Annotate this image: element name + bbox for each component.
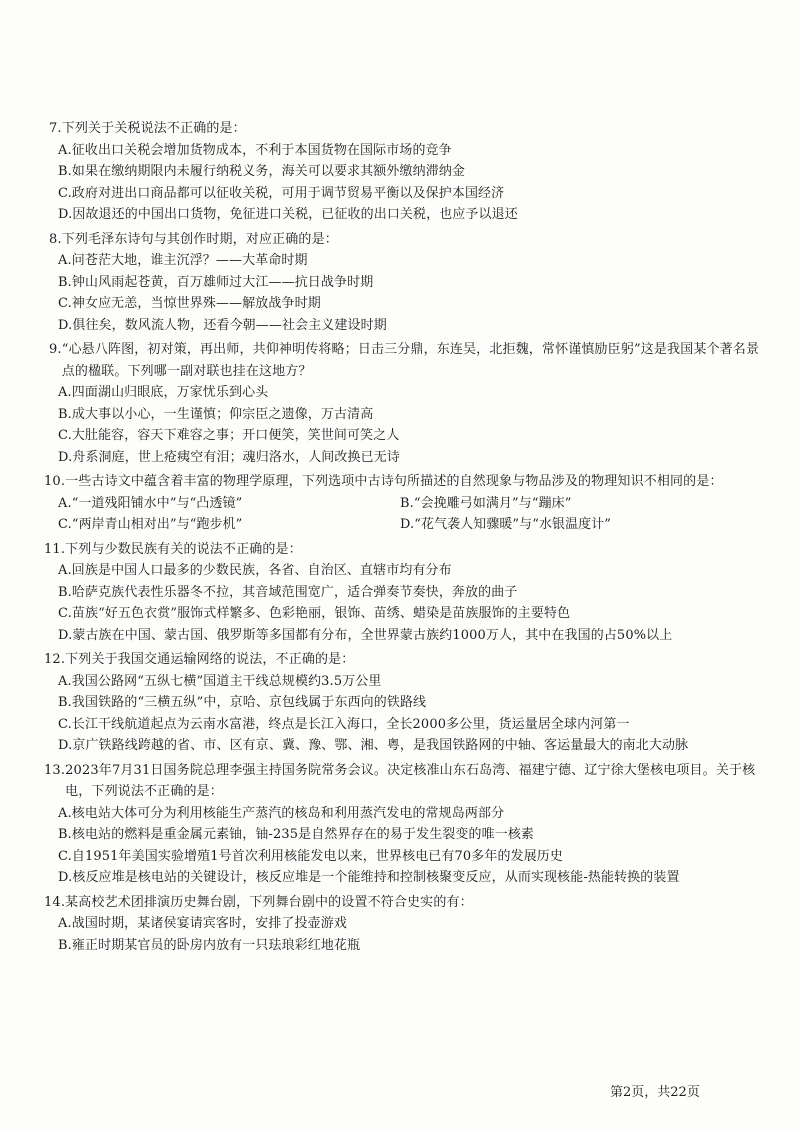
option-d: D.舟系洞庭，世上疮痍空有泪；魂归洛水，人间改换已无诗 [58,449,400,465]
question-text: 下列与少数民族有关的说法不正确的是： [65,541,302,557]
question-7 [44,118,760,226]
option-d: D.京广铁路线跨越的省、市、区有京、冀、豫、鄂、湘、粤，是我国铁路网的中轴、客运量最大的南北大动脉 [58,738,689,753]
option-c: C.政府对进出口商品都可以征收关税，可用于调节贸易平衡以及保护本国经济 [58,185,505,201]
question-text: 下列毛泽东诗句与其创作时期，对应正确的是： [61,231,338,247]
question-text: 下列关于我国交通运输网络的说法，不正确的是： [65,652,355,667]
option-d: D.“花气袭人知骤暖”与“水银温度计” [400,517,612,532]
question-stem [44,892,760,914]
option-a: A.战国时期，某诸侯宴请宾客时，安排了投壶游戏 [58,916,347,931]
option-b: B.哈萨克族代表性乐器冬不拉，其音域范围宽广，适合弹奏节奏快，奔放的曲子 [58,584,518,600]
option-c: C.“两岸青山相对出”与“跑步机” [58,517,243,532]
option-list [44,250,760,336]
question-text: 下列关于关税说法不正确的是： [61,121,246,136]
question-number: 14. [44,894,66,910]
option-d: D.俱往矣，数风流人物，还看今朝——社会主义建设时期 [58,317,387,333]
option-a: A.问苍茫大地，谁主沉浮？——大革命时期 [58,253,308,268]
question-stem [44,229,760,251]
option-row [58,493,760,515]
option-b: B.钟山风雨起苍黄，百万雄师过大江——抗日战争时期 [58,274,374,290]
option-list [44,671,760,757]
option-c: C.自1951年美国实验增殖1号首次利用核能发电以来，世界核电已有70多年的发展历史 [58,848,564,864]
question-list [44,118,760,959]
option-b: B.如果在缴纳期限内未履行纳税义务，海关可以要求其额外缴纳滞纳金 [58,164,466,179]
question-14 [44,892,760,957]
question-12 [44,649,760,757]
question-stem [44,118,760,140]
option-b: B.我国铁路的“三横五纵”中，京哈、京包线属于东西向的铁路线 [58,695,427,710]
question-9 [44,339,760,468]
question-text: “心悬八阵图，初对策，再出师，共仰神明传将略；日击三分鼎，东连吴，北拒魏，常怀谨慎励臣躬”这是我国某个著名景点的楹联。下列哪一副对联也挂在这地方？ [61,342,760,379]
option-d: D.因故退还的中国出口货物，免征进口关税，已征收的出口关税，也应予以退还 [58,207,518,222]
question-10 [44,471,760,536]
option-b: B.“会挽雕弓如满月”与“蹦床” [400,495,572,511]
option-a: A.“一道残阳铺水中”与“凸透镜” [58,495,243,511]
question-stem [44,649,760,671]
question-number: 8. [49,231,62,247]
option-b: B.雍正时期某官员的卧房内放有一只珐琅彩红地花瓶 [58,937,361,953]
question-text: 一些古诗文中蕴含着丰富的物理学原理，下列选项中古诗句所描述的自然现象与物品涉及的物理知识不相同的是： [65,474,723,489]
question-stem [44,339,760,382]
option-list [44,493,760,536]
option-b: B.核电站的燃料是重金属元素铀，铀-235是自然界存在的易于发生裂变的唯一核素 [58,827,535,842]
option-list [44,382,760,468]
option-list [44,560,760,646]
question-number: 12. [44,652,66,667]
option-list [44,803,760,889]
option-c: C.大肚能容，容天下难容之事；开口便笑，笑世间可笑之人 [58,428,400,443]
question-13 [44,760,760,889]
option-d: D.蒙古族在中国、蒙古国、俄罗斯等多国都有分布，全世界蒙古族约1000万人，其中在我国的占50%以上 [58,627,673,643]
page-number: 第2页，共22页 [610,1085,700,1100]
question-text: 某高校艺术团排演历史舞台剧，下列舞台剧中的设置不符合史实的有： [65,894,473,910]
question-number: 10. [44,474,66,489]
option-c: C.神女应无恙，当惊世界殊——解放战争时期 [58,296,321,311]
option-row [58,514,760,536]
question-11 [44,539,760,647]
question-number: 13. [44,762,66,778]
option-a: A.我国公路网“五纵七横”国道主干线总规模约3.5万公里 [58,673,382,689]
option-c: C.长江干线航道起点为云南水富港，终点是长江入海口，全长2000多公里，货运量居全球内河第一 [58,716,630,732]
question-stem [44,760,760,803]
question-number: 7. [49,121,62,136]
question-stem [44,539,760,561]
question-text: 2023年7月31日国务院总理李强主持国务院常务会议。决定核准山东石岛湾、福建宁德、辽宁徐大堡核电项目。关于核电，下列说法不正确的是： [65,762,756,799]
option-a: A.核电站大体可分为利用核能生产蒸汽的核岛和利用蒸汽发电的常规岛两部分 [58,805,505,821]
option-c: C.苗族“好五色衣赏”服饰式样繁多、色彩艳丽，银饰、苗绣、蜡染是苗族服饰的主要特色 [58,606,571,621]
option-a: A.征收出口关税会增加货物成本，不利于本国货物在国际市场的竞争 [58,142,452,158]
question-stem [44,471,760,493]
option-list [44,913,760,956]
option-a: A.四面湖山归眼底，万家忧乐到心头 [58,385,269,400]
question-8 [44,229,760,337]
option-d: D.核反应堆是核电站的关键设计，核反应堆是一个能维持和控制核聚变反应，从而实现核能-热能转换的装置 [58,870,680,885]
question-number: 11. [44,541,66,557]
question-number: 9. [49,342,62,357]
option-list [44,140,760,226]
option-a: A.回族是中国人口最多的少数民族，各省、自治区、直辖市均有分布 [58,563,452,578]
option-b: B.成大事以小心，一生谨慎；仰宗臣之遗像，万古清高 [58,406,374,422]
